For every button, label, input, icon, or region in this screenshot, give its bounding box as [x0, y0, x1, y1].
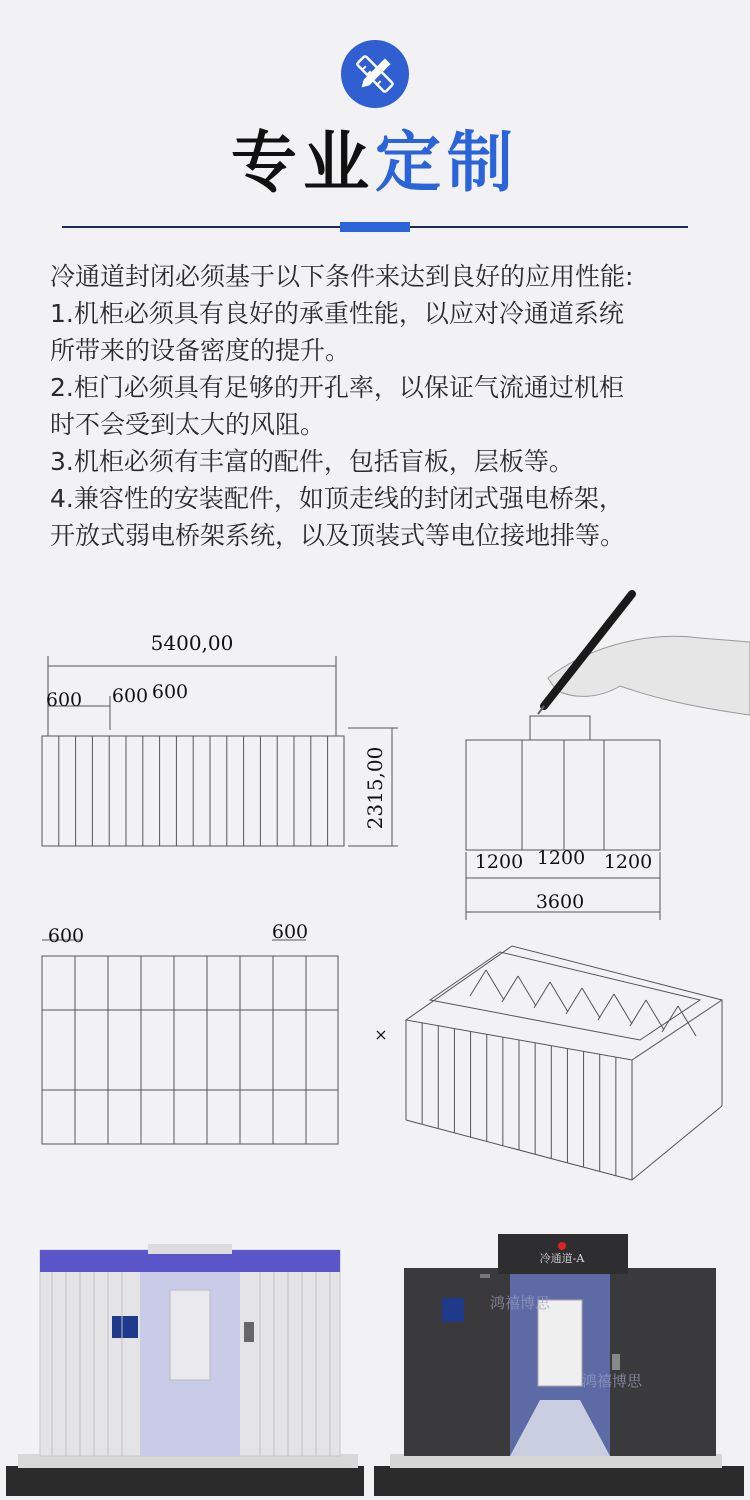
- cold-aisle-photo-light: [6, 1244, 364, 1496]
- front-module-c: 600: [151, 681, 189, 703]
- iso-truss-line: [678, 1006, 696, 1036]
- side-total: 3600: [535, 891, 585, 913]
- title-dark: 专业: [231, 124, 375, 201]
- intro-line: 2.柜门必须具有足够的开孔率，以保证气流通过机柜: [50, 373, 624, 402]
- iso-truss-line: [662, 1006, 678, 1032]
- intro-text: [50, 258, 710, 554]
- cold-aisle-photo-dark: [374, 1234, 744, 1496]
- iso-truss-line: [646, 1000, 664, 1030]
- iso-truss-line: [550, 982, 568, 1012]
- page-title: [0, 118, 750, 208]
- plan-right: 600: [271, 921, 309, 943]
- intro-line: 冷通道封闭必须基于以下条件来达到良好的应用性能:: [50, 262, 634, 291]
- iso-truss-line: [534, 982, 550, 1008]
- isometric-view: [406, 946, 722, 1180]
- iso-truss-line: [630, 1000, 646, 1026]
- hand-with-pen-image: [538, 594, 750, 715]
- pencil-ruler-icon: [353, 52, 397, 96]
- watermark-top: 鸿禧博思: [489, 1294, 551, 1312]
- right-unit-sign: 冷通道-A: [539, 1252, 585, 1265]
- front-elevation: [42, 656, 398, 846]
- title-blue: 定制: [375, 124, 519, 201]
- front-height: 2315,00: [363, 746, 387, 830]
- iso-truss-line: [566, 988, 582, 1014]
- iso-truss-line: [502, 976, 518, 1002]
- plan-left: 600: [47, 925, 85, 947]
- intro-line: 1.机柜必须具有良好的承重性能，以应对冷通道系统: [50, 299, 624, 328]
- intro-line: 时不会受到太大的风阻。: [50, 410, 326, 439]
- side-left: 1200: [474, 851, 524, 873]
- header: [0, 0, 750, 240]
- iso-mark: ×: [374, 1025, 388, 1044]
- watermark-bottom: 鸿禧博思: [581, 1372, 643, 1390]
- intro-line: 3.机柜必须有丰富的配件，包括盲板，层板等。: [50, 447, 574, 476]
- intro-line: 4.兼容性的安装配件，如顶走线的封闭式强电桥架，: [50, 484, 624, 513]
- intro-line: 开放式弱电桥架系统，以及顶装式等电位接地排等。: [50, 521, 626, 550]
- product-photos: [0, 1230, 750, 1500]
- iso-truss-line: [582, 988, 600, 1018]
- front-module-b: 600: [111, 685, 149, 707]
- side-elevation: [466, 716, 660, 920]
- iso-truss-line: [598, 994, 614, 1020]
- iso-truss-line: [486, 970, 504, 1000]
- iso-truss-line: [614, 994, 632, 1024]
- front-module-a: 600: [45, 689, 83, 711]
- side-middle: 1200: [536, 847, 586, 869]
- top-plan: [42, 940, 338, 1144]
- iso-truss-line: [518, 976, 536, 1006]
- technical-drawings: [0, 590, 750, 1200]
- badge: [341, 40, 409, 108]
- intro-line: 所带来的设备密度的提升。: [50, 336, 351, 365]
- title-divider-accent: [340, 222, 410, 232]
- side-right: 1200: [603, 851, 653, 873]
- front-total-width: 5400,00: [150, 631, 234, 655]
